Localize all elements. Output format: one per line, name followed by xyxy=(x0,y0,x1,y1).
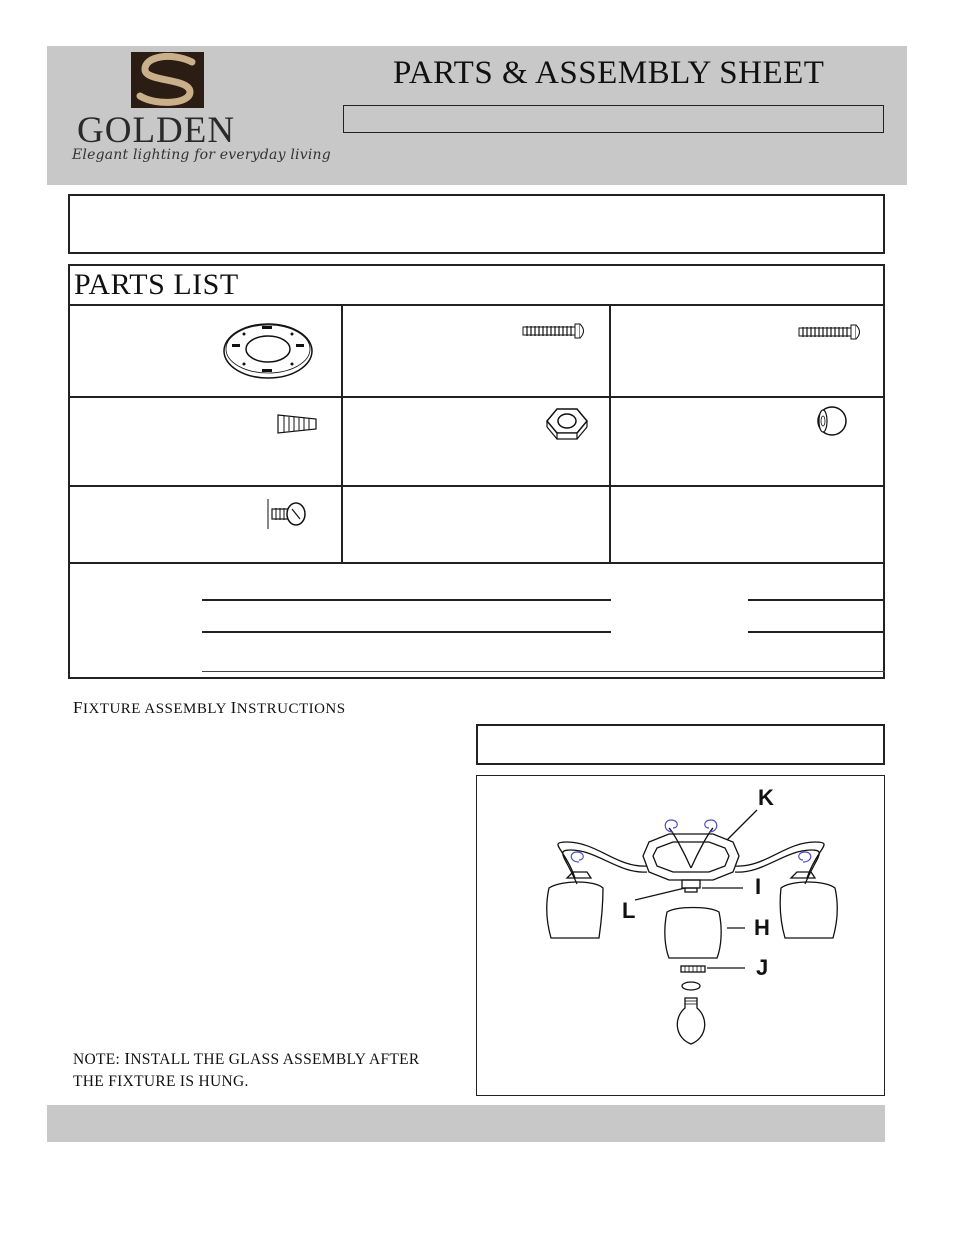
step-box xyxy=(476,724,885,765)
logo-wordmark: GOLDEN xyxy=(77,110,236,151)
label-k: K xyxy=(758,785,774,810)
label-l: L xyxy=(622,898,636,923)
mounting-plate-icon xyxy=(222,320,314,380)
long-screw-icon xyxy=(521,321,587,341)
fixture-diagram xyxy=(477,776,884,1095)
hex-nut-icon xyxy=(545,407,589,441)
ground-screw-icon xyxy=(266,497,308,531)
blank-line xyxy=(202,599,611,601)
parts-grid-line xyxy=(68,485,885,487)
blank-line xyxy=(748,631,885,633)
parts-grid-line xyxy=(68,562,885,564)
page-title: PARTS & ASSEMBLY SHEET xyxy=(393,55,825,91)
label-h: H xyxy=(754,915,770,940)
parts-grid-line xyxy=(341,304,343,563)
parts-grid-line xyxy=(68,304,885,306)
blank-line xyxy=(748,599,885,601)
ball-knob-icon xyxy=(814,404,848,438)
glass-assembly-note: NOTE: INSTALL THE GLASS ASSEMBLY AFTER THE FIXTURE IS HUNG. xyxy=(73,1049,420,1090)
label-i: I xyxy=(755,874,762,899)
label-j: J xyxy=(756,955,769,980)
logo-tagline: Elegant lighting for everyday living xyxy=(72,147,331,163)
model-number-box xyxy=(343,105,884,133)
blank-line xyxy=(202,631,611,633)
parts-grid-line xyxy=(68,396,885,398)
wire-nut-icon xyxy=(276,413,318,435)
footer-band xyxy=(47,1105,885,1142)
blank-line xyxy=(202,671,885,672)
info-box xyxy=(68,194,885,254)
parts-list-box xyxy=(68,264,885,679)
instructions-heading: FIXTURE ASSEMBLY INSTRUCTIONS xyxy=(73,698,346,717)
parts-grid-line xyxy=(609,304,611,563)
long-screw-icon xyxy=(797,322,863,342)
parts-list-title: PARTS LIST xyxy=(74,268,239,301)
